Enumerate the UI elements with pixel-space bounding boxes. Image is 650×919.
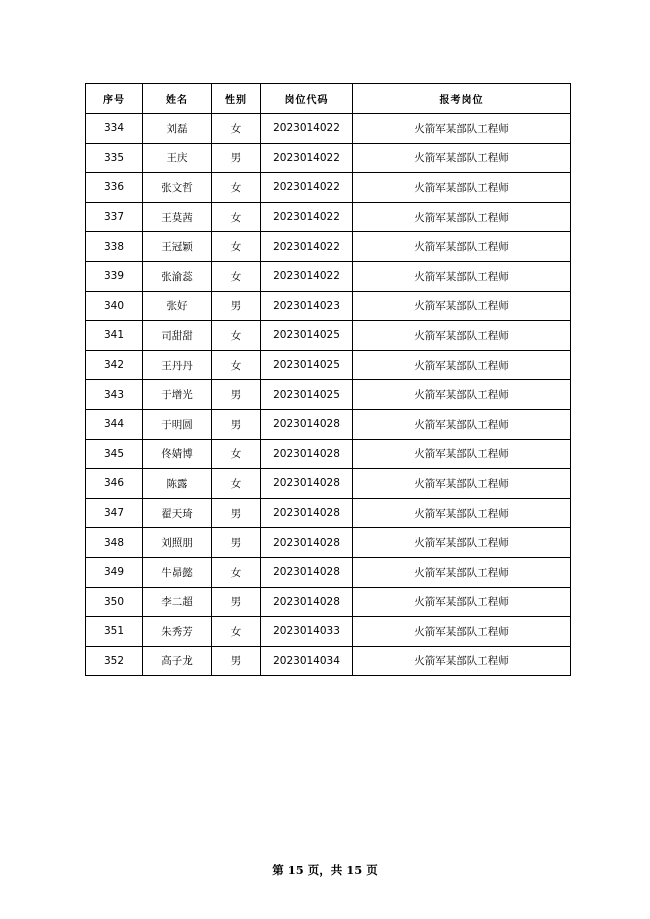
cell-post-code: 2023014034: [261, 646, 353, 676]
cell-applied-post: 火箭军某部队工程师: [353, 350, 571, 380]
header-applied-post: 报考岗位: [353, 84, 571, 114]
cell-applied-post: 火箭军某部队工程师: [353, 321, 571, 351]
cell-post-code: 2023014025: [261, 321, 353, 351]
cell-post-code: 2023014028: [261, 409, 353, 439]
cell-name: 张好: [143, 291, 212, 321]
cell-no: 337: [86, 202, 143, 232]
cell-applied-post: 火箭军某部队工程师: [353, 528, 571, 558]
table-row: [86, 350, 571, 380]
cell-applied-post: 火箭军某部队工程师: [353, 261, 571, 291]
cell-gender: 女: [212, 232, 261, 262]
cell-gender: 女: [212, 350, 261, 380]
table-row: [86, 291, 571, 321]
cell-no: 348: [86, 528, 143, 558]
cell-no: 340: [86, 291, 143, 321]
cell-name: 陈露: [143, 469, 212, 499]
table-row: [86, 261, 571, 291]
cell-no: 341: [86, 321, 143, 351]
cell-post-code: 2023014022: [261, 202, 353, 232]
cell-no: 343: [86, 380, 143, 410]
cell-no: 345: [86, 439, 143, 469]
page-footer: 第 15 页，共 15 页: [272, 863, 378, 877]
cell-no: 350: [86, 587, 143, 617]
cell-gender: 女: [212, 321, 261, 351]
cell-no: 336: [86, 173, 143, 203]
cell-name: 李二超: [143, 587, 212, 617]
cell-applied-post: 火箭军某部队工程师: [353, 557, 571, 587]
cell-no: 351: [86, 617, 143, 647]
table-row: [86, 202, 571, 232]
cell-no: 349: [86, 557, 143, 587]
table-row: [86, 143, 571, 173]
cell-applied-post: 火箭军某部队工程师: [353, 587, 571, 617]
cell-applied-post: 火箭军某部队工程师: [353, 646, 571, 676]
cell-no: 352: [86, 646, 143, 676]
cell-name: 王莫茜: [143, 202, 212, 232]
candidate-table: [85, 83, 571, 676]
cell-name: 于增光: [143, 380, 212, 410]
cell-applied-post: 火箭军某部队工程师: [353, 439, 571, 469]
cell-gender: 女: [212, 114, 261, 144]
cell-no: 346: [86, 469, 143, 499]
cell-gender: 女: [212, 557, 261, 587]
cell-post-code: 2023014025: [261, 380, 353, 410]
cell-applied-post: 火箭军某部队工程师: [353, 380, 571, 410]
cell-name: 王庆: [143, 143, 212, 173]
table-row: [86, 173, 571, 203]
table-row: [86, 114, 571, 144]
cell-post-code: 2023014028: [261, 439, 353, 469]
cell-name: 王冠颖: [143, 232, 212, 262]
cell-post-code: 2023014022: [261, 232, 353, 262]
cell-applied-post: 火箭军某部队工程师: [353, 291, 571, 321]
table-header-row: [86, 84, 571, 114]
cell-gender: 女: [212, 439, 261, 469]
cell-no: 339: [86, 261, 143, 291]
cell-applied-post: 火箭军某部队工程师: [353, 114, 571, 144]
cell-name: 于明圆: [143, 409, 212, 439]
cell-applied-post: 火箭军某部队工程师: [353, 469, 571, 499]
cell-post-code: 2023014033: [261, 617, 353, 647]
cell-name: 高子龙: [143, 646, 212, 676]
cell-name: 朱秀芳: [143, 617, 212, 647]
cell-no: 334: [86, 114, 143, 144]
table-row: [86, 617, 571, 647]
cell-gender: 女: [212, 202, 261, 232]
cell-applied-post: 火箭军某部队工程师: [353, 202, 571, 232]
table-body: [86, 114, 571, 676]
cell-gender: 男: [212, 291, 261, 321]
cell-applied-post: 火箭军某部队工程师: [353, 173, 571, 203]
cell-name: 张渝蕊: [143, 261, 212, 291]
cell-gender: 男: [212, 587, 261, 617]
cell-post-code: 2023014028: [261, 528, 353, 558]
cell-post-code: 2023014028: [261, 557, 353, 587]
cell-post-code: 2023014028: [261, 469, 353, 499]
cell-post-code: 2023014025: [261, 350, 353, 380]
cell-applied-post: 火箭军某部队工程师: [353, 498, 571, 528]
cell-name: 张文哲: [143, 173, 212, 203]
cell-name: 刘照朋: [143, 528, 212, 558]
cell-applied-post: 火箭军某部队工程师: [353, 143, 571, 173]
cell-gender: 男: [212, 380, 261, 410]
cell-applied-post: 火箭军某部队工程师: [353, 617, 571, 647]
header-gender: 性别: [212, 84, 261, 114]
cell-gender: 女: [212, 469, 261, 499]
cell-post-code: 2023014022: [261, 173, 353, 203]
cell-post-code: 2023014028: [261, 498, 353, 528]
table-row: [86, 528, 571, 558]
cell-gender: 女: [212, 261, 261, 291]
cell-no: 335: [86, 143, 143, 173]
cell-name: 佟婧博: [143, 439, 212, 469]
table-row: [86, 409, 571, 439]
header-name: 姓名: [143, 84, 212, 114]
header-post-code: 岗位代码: [261, 84, 353, 114]
cell-name: 翟天琦: [143, 498, 212, 528]
cell-post-code: 2023014022: [261, 261, 353, 291]
cell-gender: 男: [212, 409, 261, 439]
table-row: [86, 232, 571, 262]
cell-name: 王丹丹: [143, 350, 212, 380]
cell-gender: 女: [212, 617, 261, 647]
cell-applied-post: 火箭军某部队工程师: [353, 409, 571, 439]
table-row: [86, 498, 571, 528]
cell-gender: 男: [212, 143, 261, 173]
cell-applied-post: 火箭军某部队工程师: [353, 232, 571, 262]
cell-post-code: 2023014022: [261, 114, 353, 144]
table-row: [86, 380, 571, 410]
cell-post-code: 2023014023: [261, 291, 353, 321]
cell-gender: 男: [212, 646, 261, 676]
cell-name: 牛昴懿: [143, 557, 212, 587]
table-row: [86, 557, 571, 587]
cell-gender: 男: [212, 528, 261, 558]
cell-gender: 男: [212, 498, 261, 528]
table-row: [86, 587, 571, 617]
cell-no: 342: [86, 350, 143, 380]
cell-no: 347: [86, 498, 143, 528]
cell-gender: 女: [212, 173, 261, 203]
cell-name: 刘磊: [143, 114, 212, 144]
table-row: [86, 321, 571, 351]
header-no: 序号: [86, 84, 143, 114]
cell-post-code: 2023014022: [261, 143, 353, 173]
table-row: [86, 469, 571, 499]
table-row: [86, 439, 571, 469]
cell-no: 338: [86, 232, 143, 262]
cell-name: 司甜甜: [143, 321, 212, 351]
cell-post-code: 2023014028: [261, 587, 353, 617]
cell-no: 344: [86, 409, 143, 439]
table-row: [86, 646, 571, 676]
